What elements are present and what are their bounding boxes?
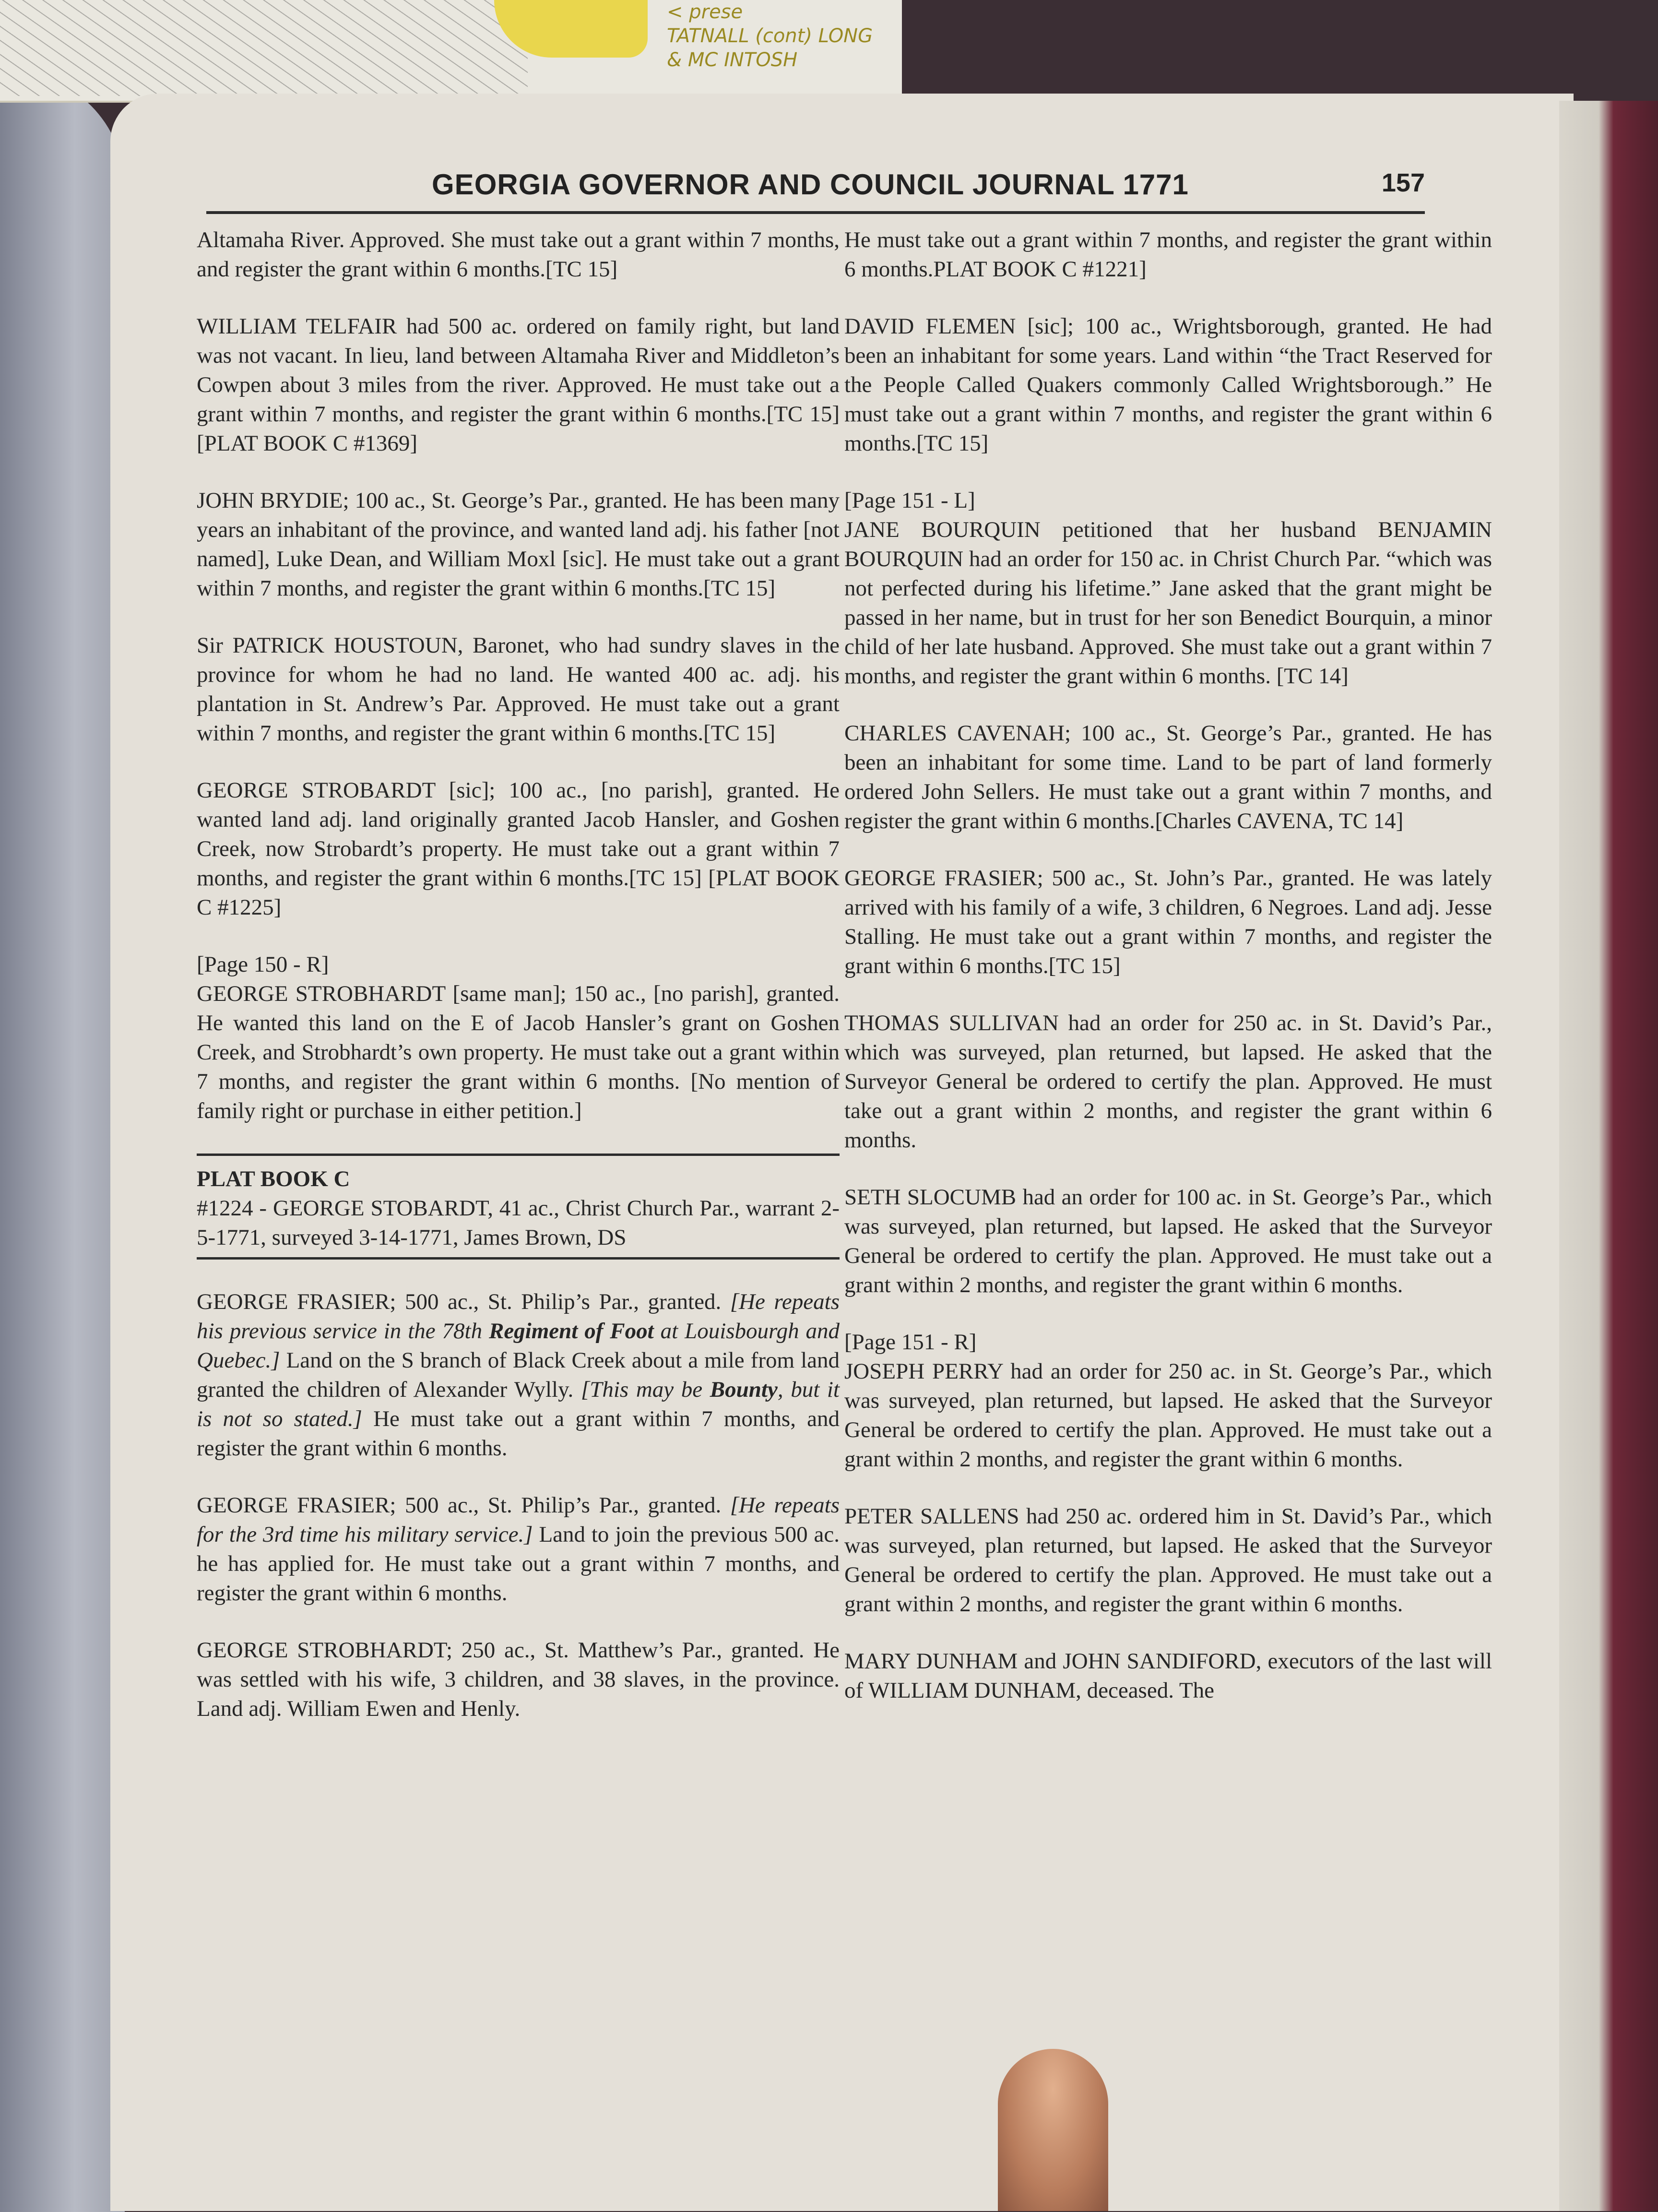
entry-text: GEORGE FRASIER; 500 ac., St. Philip’s Par., granted.: [197, 1289, 730, 1314]
entry-text: He must take out a grant within 7 months, and register the grant within 6 months.: [197, 1406, 840, 1461]
journal-entry: THOMAS SULLIVAN had an order for 250 ac. in St. David’s Par., which was surveyed, plan returned, but lapsed. He asked that the Surveyor General be ordered to certify the plan. Approved. He must take out a grant within 2 months, and register the grant within 6 months.: [844, 1011, 1492, 1153]
journal-entry: PETER SALLENS had 250 ac. ordered him in St. David’s Par., which was surveyed, plan returned, but lapsed. He asked that the Surveyor General be ordered to certify the plan. Approved. He must take out a grant within 2 months, and register the grant within 6 months.: [844, 1504, 1492, 1617]
entry-italic: [This may be: [580, 1377, 710, 1402]
journal-entry: SETH SLOCUMB had an order for 100 ac. in St. George’s Par., which was surveyed, plan returned, but lapsed. He asked that the Surveyor General be ordered to certify the plan. Approved. He must take out a grant within 2 months, and register the grant within 6 months.: [844, 1185, 1492, 1297]
journal-entry: CHARLES CAVENAH; 100 ac., St. George’s Par., granted. He has been an inhabitant for some time. Land to be part of land formerly ordered John Sellers. He must take out a grant within 7 months, and register the grant within 6 months.[Charles CAVENA, TC 14]: [844, 721, 1492, 833]
page-reference: [Page 151 - L]: [844, 488, 975, 513]
map-fragment: [0, 0, 902, 103]
entry-italic: [He repeats for the 3rd time his military service.]: [197, 1493, 840, 1547]
entry-text: Land to join the previous 500 ac. he has applied for. He must take out a grant within 7 months, and register the grant within 6 months.: [197, 1522, 840, 1605]
entry-italic: at Louisbourgh and Quebec.]: [197, 1319, 840, 1373]
entry-text: JANE BOURQUIN petitioned that her husband BENJAMIN BOURQUIN had an order for 150 ac. in Christ Church Par. “which was not perfected during his lifetime.” Jane asked that the grant might be passed in her name, but in trust for her son Benedict Bourquin, a minor child of her late husband. Approved. She must take out a grant within 7 months, and register the grant within 6 months. [TC 14]: [844, 517, 1492, 689]
thumb: [998, 2049, 1108, 2211]
entry-italic: , but it is not so stated.]: [197, 1377, 840, 1431]
journal-entry: [197, 1491, 840, 1608]
right-column: [844, 226, 1492, 1733]
left-column: [197, 226, 840, 1751]
book-edge: [1559, 101, 1658, 2211]
plat-book-box: [197, 1154, 840, 1260]
journal-entry: [197, 1287, 840, 1463]
handwritten-note-line: TATNALL (cont) LONG: [667, 25, 873, 47]
journal-entry: GEORGE STROBHARDT; 250 ac., St. Matthew’s Par., granted. He was settled with his wife, 3 children, and 38 slaves, in the province. Land adj. William Ewen and Henly.: [197, 1638, 840, 1721]
journal-entry: [844, 486, 1492, 691]
journal-entry: JOHN BRYDIE; 100 ac., St. George’s Par., granted. He has been many years an inhabitant of the province, and wanted land adj. his father [not named], Luke Dean, and William Moxl [sic]. He must take out a grant within 7 months, and register the grant within 6 months.[TC 15]: [197, 488, 840, 601]
entry-text: JOSEPH PERRY had an order for 250 ac. in St. George’s Par., which was surveyed, plan returned, but lapsed. He asked that the Surveyor General be ordered to certify the plan. Approved. He must take out a grant within 2 months, and register the grant within 6 months.: [844, 1359, 1492, 1472]
handwritten-note: [667, 0, 873, 72]
journal-entry: GEORGE FRASIER; 500 ac., St. John’s Par., granted. He was lately arrived with his family of a wife, 3 children, 6 Negroes. Land adj. Jesse Stalling. He must take out a grant within 7 months, and register the grant within 6 months.[TC 15]: [844, 866, 1492, 978]
handwritten-note-line: & MC INTOSH: [667, 49, 798, 71]
entry-text: Land on the S branch of Black Creek about a mile from land granted the children of Alexander Wylly.: [197, 1348, 840, 1402]
journal-entry: DAVID FLEMEN [sic]; 100 ac., Wrightsborough, granted. He had been an inhabitant for some years. Land within “the Tract Reserved for the People Called Quakers commonly Called Wrightsborough.” He must take out a grant within 7 months, and register the grant within 6 months.[TC 15]: [844, 314, 1492, 456]
journal-entry: Altamaha River. Approved. She must take out a grant within 7 months, and register the grant within 6 months.[TC 15]: [197, 227, 840, 282]
handwritten-note-line: < prese: [667, 1, 743, 23]
page-title: GEORGIA GOVERNOR AND COUNCIL JOURNAL 1771: [432, 168, 1189, 201]
page-number: 157: [1381, 168, 1425, 197]
facing-page-edge: [0, 72, 125, 2212]
journal-entry: MARY DUNHAM and JOHN SANDIFORD, executors of the last will of WILLIAM DUNHAM, deceased. The: [844, 1649, 1492, 1703]
page-reference: [Page 151 - R]: [844, 1330, 977, 1355]
journal-entry: [197, 950, 840, 1126]
page-reference: [Page 150 - R]: [197, 952, 329, 977]
journal-entry: GEORGE STROBARDT [sic]; 100 ac., [no parish], granted. He wanted land adj. land originally granted Jacob Hansler, and Goshen Creek, now Strobardt’s property. He must take out a grant within 7 months, and register the grant within 6 months.[TC 15] [PLAT BOOK C #1225]: [197, 778, 840, 920]
entry-text: GEORGE FRASIER; 500 ac., St. Philip’s Par., granted.: [197, 1493, 730, 1518]
running-header: [206, 168, 1425, 214]
journal-entry: WILLIAM TELFAIR had 500 ac. ordered on family right, but land was not vacant. In lieu, land between Altamaha River and Middleton’s Cowpen about 3 miles from the river. Approved. He must take out a grant within 7 months, and register the grant within 6 months.[TC 15][PLAT BOOK C #1369]: [197, 314, 840, 456]
entry-bold-italic: Regiment of Foot: [488, 1319, 654, 1344]
plat-book-text: #1224 - GEORGE STOBARDT, 41 ac., Christ Church Par., warrant 2-5-1771, surveyed 3-14-1771, James Brown, DS: [197, 1196, 840, 1250]
entry-text: GEORGE STROBHARDT [same man]; 150 ac., [no parish], granted. He wanted this land on the E of Jacob Hansler’s grant on Goshen Creek, and Strobhardt’s own property. He must take out a grant within 7 months, and register the grant within 6 months. [No mention of family right or purchase in either petition.]: [197, 981, 840, 1123]
entry-italic: [He repeats his previous service in the 78th: [197, 1289, 840, 1344]
journal-entry: He must take out a grant within 7 months, and register the grant within 6 months.PLAT BOOK C #1221]: [844, 227, 1492, 282]
map-lines: [0, 0, 528, 96]
plat-book-title: PLAT BOOK C: [197, 1166, 350, 1191]
entry-bold-italic: Bounty: [710, 1377, 778, 1402]
journal-entry: Sir PATRICK HOUSTOUN, Baronet, who had sundry slaves in the province for whom he had no land. He wanted 400 ac. adj. his plantation in St. Andrew’s Par. Approved. He must take out a grant within 7 months, and register the grant within 6 months.[TC 15]: [197, 633, 840, 746]
journal-entry: [844, 1328, 1492, 1474]
